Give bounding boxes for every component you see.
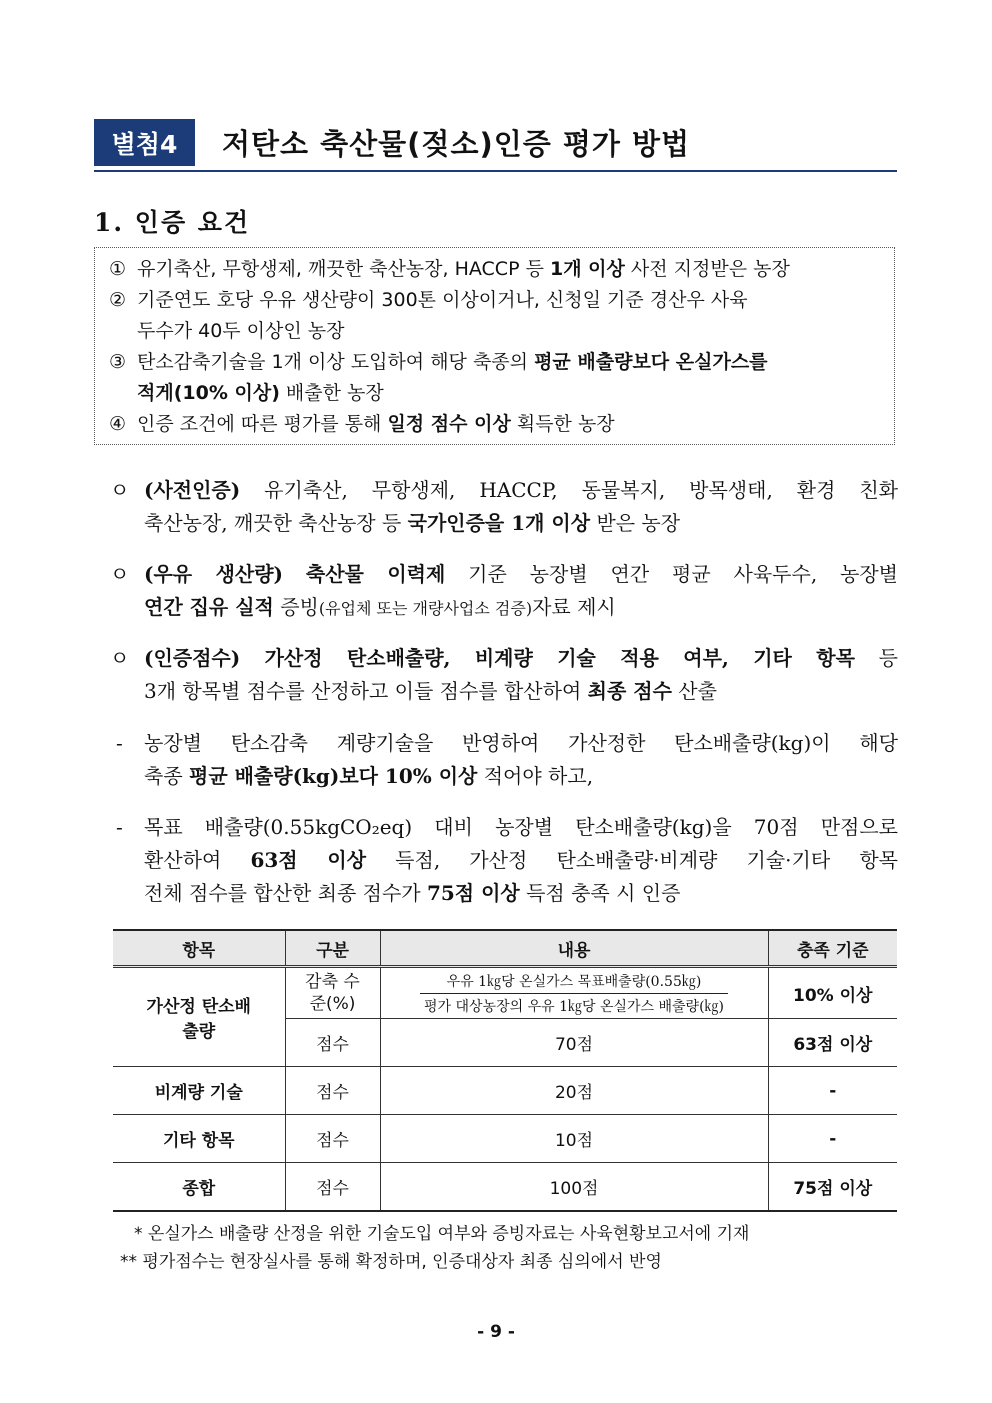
requirement-item: ① 유기축산, 무항생제, 깨끗한 축산농장, HACCP 등 1개 이상 사전 지정받은 농장: [109, 258, 790, 280]
table-cell: 100점: [380, 1163, 768, 1212]
table-cell: 75점 이상: [768, 1163, 897, 1212]
footnotes: [120, 1220, 898, 1276]
table-header-row: [113, 930, 897, 967]
reduction-formula: $\frac{\text{우유 1㎏당 온실가스 목표배출량(0.55㎏)}}{\text{평가 대상농장의 우유 1㎏당 온실가스 배출량(㎏)}}$: [420, 971, 728, 1016]
table-cell: -: [768, 1115, 897, 1163]
dash-item-target: - 목표 배출량(0.55kgCO₂eq) 대비 농장별 탄소배출량(kg)을 70점 만점으로 환산하여 63점 이상 득점, 가산정 탄소배출량·비계량 기술·기타 항목 전체 점수를 합산한 최종 점수가 75점 이상 득점 충족 시 인증: [116, 815, 898, 905]
bullet-milk-production: ㅇ (우유 생산량) 축산물 이력제 기준 농장별 연간 평균 사육두수, 농장별 연간 집유 실적 증빙(유업체 또는 개량사업소 검증)자료 제시: [110, 562, 899, 619]
table-row: [113, 1163, 897, 1212]
table-row: [113, 967, 897, 1019]
table-cell: 점수: [285, 1067, 380, 1115]
bullet-pre-certification: ㅇ (사전인증) 유기축산, 무항생제, HACCP, 동물복지, 방목생태, 환경 친화 축산농장, 깨끗한 축산농장 등 국가인증을 1개 이상 받은 농장: [110, 478, 898, 535]
appendix-badge: 별첨4: [94, 119, 195, 166]
dash-item-reduction: - 농장별 탄소감축 계량기술을 반영하여 가산정한 탄소배출량(kg)이 해당 축종 평균 배출량(kg)보다 10% 이상 적어야 하고,: [116, 731, 898, 788]
requirement-item: ② 기준연도 호당 우유 생산량이 300톤 이상이거나, 신청일 기준 경산우 사육 두수가 40두 이상인 농장: [109, 289, 748, 342]
table-header: 충족 기준: [768, 930, 897, 967]
table-row: [113, 1115, 897, 1163]
table-cell: 70점: [380, 1019, 768, 1067]
table-cell: 10% 이상: [768, 967, 897, 1019]
table-cell: 기타 항목: [113, 1115, 285, 1163]
evaluation-table: [113, 929, 897, 1212]
footnote: ** 평가점수는 현장실사를 통해 확정하며, 인증대상자 최종 심의에서 반영: [120, 1252, 662, 1272]
table-cell: 점수: [285, 1019, 380, 1067]
requirements-box: [94, 247, 895, 445]
table-row: [113, 1067, 897, 1115]
requirement-item: ④ 인증 조건에 따른 평가를 통해 일정 점수 이상 획득한 농장: [109, 413, 615, 435]
bullet-certification-score: ㅇ (인증점수) 가산정 탄소배출량, 비계량 기술 적용 여부, 기타 항목 등 3개 항목별 점수를 산정하고 이들 점수를 합산하여 최종 점수 산출: [110, 646, 898, 703]
section-heading: 1. 인증 요건: [94, 208, 251, 237]
table-cell: 점수: [285, 1115, 380, 1163]
table-cell: 종합: [113, 1163, 285, 1212]
table-header: 항목: [113, 930, 285, 967]
table-cell: 20점: [380, 1067, 768, 1115]
footnote: * 온실가스 배출량 산정을 위한 기술도입 여부와 증빙자료는 사육현황보고서에 기재: [134, 1224, 750, 1244]
page-title: 저탄소 축산물(젖소)인증 평가 방법: [222, 127, 690, 161]
table-cell: 비계량 기술: [113, 1067, 285, 1115]
table-header: 내용: [380, 930, 768, 967]
table-cell: 63점 이상: [768, 1019, 897, 1067]
table-cell: 감축 수준(%): [285, 967, 380, 1019]
table-cell: [380, 967, 768, 1019]
table-cell: -: [768, 1067, 897, 1115]
page-number: - 9 -: [477, 1322, 515, 1342]
table-header: 구분: [285, 930, 380, 967]
table-cell: 10점: [380, 1115, 768, 1163]
requirement-item: ③ 탄소감축기술을 1개 이상 도입하여 해당 축종의 평균 배출량보다 온실가스를 적게(10% 이상) 배출한 농장: [109, 351, 768, 404]
table-cell: 가산정 탄소배출량: [113, 967, 285, 1067]
title-divider: [94, 170, 897, 172]
table-cell: 점수: [285, 1163, 380, 1212]
